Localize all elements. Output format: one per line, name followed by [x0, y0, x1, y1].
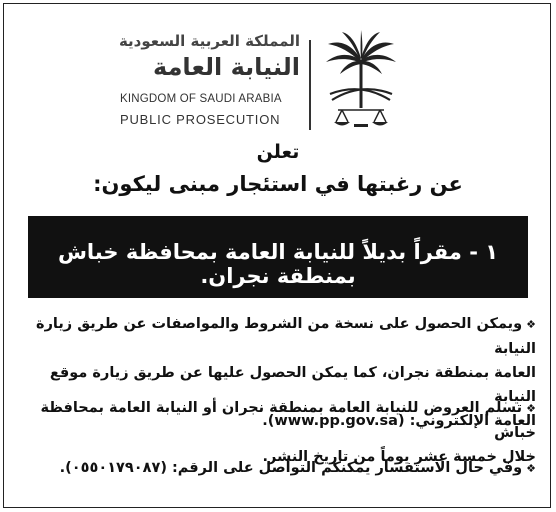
bullet-mark-icon: ❖: [526, 462, 536, 475]
bullet-1-line-2: العامة بمنطقة نجران، كما يمكن الحصول عليها عن طريق زيارة موقع النيابة: [49, 365, 536, 405]
org-english-name: PUBLIC PROSECUTION: [120, 112, 281, 127]
announcement-headline: عن رغبتها في استئجار مبنى ليكون:: [93, 172, 463, 196]
highlight-item-text: ١ - مقراً بديلاً للنيابة العامة بمحافظة خباش بمنطقة نجران.: [57, 240, 499, 288]
bullet-3: [20, 456, 536, 481]
bullet-2-line-2: خلال خمسة عشر يوماً من تاريخ النشر.: [262, 449, 536, 465]
bullet-3-line-1: ❖وفي حال الاستفسار يمكنكم التواصل على الرقم: (٠٥٥٠١٧٩٠٨٧).: [59, 460, 536, 476]
org-arabic-country: المملكة العربية السعودية: [118, 32, 300, 50]
org-english-country: KINGDOM OF SAUDI ARABIA: [120, 93, 282, 105]
logo-divider: [309, 40, 311, 130]
bullet-1-line-3: العامة الإلكتروني: (www.pp.gov.sa).: [262, 413, 536, 429]
org-arabic-name: النيابة العامة: [153, 53, 300, 81]
bullet-mark-icon: ❖: [526, 318, 536, 331]
bullet-1-line-1: ❖ويمكن الحصول على نسخة من الشروط والمواصفات عن طريق زيارة النيابة: [36, 316, 536, 357]
highlight-box: [28, 216, 528, 298]
announcement-word: تعلن: [256, 141, 300, 163]
bullet-2-line-1: ❖تسلم العروض للنيابة العامة بمنطقة نجران أو النيابة العامة بمحافظة خباش: [40, 400, 536, 441]
bullet-mark-icon: ❖: [526, 402, 536, 415]
palm-and-swords-emblem-icon: [322, 30, 400, 130]
